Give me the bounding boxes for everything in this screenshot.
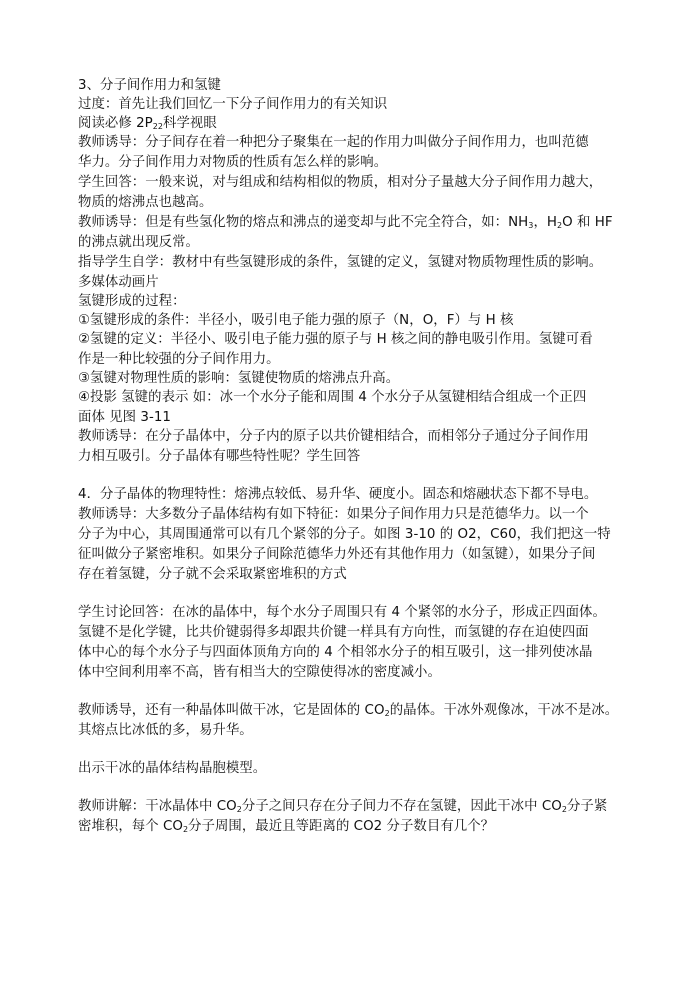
teacher-prompt-5-post: 的晶体。干冰外观像冰，干冰不是冰。: [389, 703, 619, 718]
spacer: [78, 779, 634, 797]
student-answer-1-line-2: 物质的熔沸点也越高。: [78, 195, 213, 210]
hydrogen-bond-process: 氢键形成的过程：: [78, 294, 186, 309]
teacher-prompt-2-mid: ，H: [533, 215, 557, 230]
teacher-prompt-5-line-2: 其熔点比冰低的多，易升华。: [78, 723, 253, 738]
student-answer-1-line-1: 学生回答：一般来说，对与组成和结构相似的物质，相对分子量越大分子间作用力越大，: [78, 175, 603, 190]
reading-line: [78, 114, 634, 133]
list-item-2-line-1: ②氢键的定义：半径小、吸引电子能力强的原子与 H 核之间的静电吸引作用。氢键可看: [78, 332, 593, 347]
teacher-prompt-5-line-1: [78, 701, 634, 721]
nh3-subscript: 3: [528, 221, 534, 230]
co2-subscript: 2: [384, 709, 390, 718]
list-item-4-line-1: ④投影 氢键的表示 如：冰一个水分子能和周围 4 个水分子从氢键相结合组成一个正四: [78, 390, 587, 405]
list-item-3: ③氢键对物理性质的影响：氢键使物质的熔沸点升高。: [78, 371, 400, 386]
student-discussion-line-2: 氢键不是化学键，比共价键弱得多却跟共价键一样具有方向性，而氢键的存在迫使四面: [78, 625, 589, 640]
section-3-heading: 3、分子间作用力和氢键: [78, 78, 221, 93]
teacher-prompt-5-pre: 教师诱导，还有一种晶体叫做干冰，它是固体的 CO: [78, 703, 385, 718]
section-4-heading: 4．分子晶体的物理特性：熔沸点较低、易升华、硬度小。固态和熔融状态下都不导电。: [78, 487, 598, 502]
teacher-prompt-4-line-3: 征叫做分子紧密堆积。如果分子间除范德华力外还有其他作用力（如氢键），如果分子间: [78, 547, 596, 562]
teacher-prompt-1-line-2: 华力。分子间作用力对物质的性质有怎么样的影响。: [78, 155, 388, 170]
teacher-prompt-2-line-1: [78, 213, 634, 233]
reading-post: 科学视眼: [163, 116, 217, 131]
teacher-prompt-3-line-2: 力相互吸引。分子晶体有哪些特性呢？学生回答: [78, 449, 361, 464]
lecture-2-b: 分子周围，最近且等距离的 CO2 分子数目有几个？: [188, 819, 495, 834]
co2-subscript-2: 2: [561, 805, 567, 814]
teacher-prompt-4-line-2: 分子为中心，其周围通常可以有几个紧邻的分子。如图 3-10 的 O2，C60，我们把这一特: [78, 527, 611, 542]
list-item-2-line-2: 作是一种比较强的分子间作用力。: [78, 352, 280, 367]
list-item-4-line-2: 面体 见图 3-11: [78, 410, 171, 425]
self-study-line-2: 多媒体动画片: [78, 275, 159, 290]
teacher-prompt-2-line-2: 的沸点就出现反常。: [78, 235, 199, 250]
lecture-1-a: 教师讲解：干冰晶体中 CO: [78, 799, 237, 814]
reading-pre: 阅读必修 2P: [78, 116, 153, 131]
lecture-1-c: 分子紧: [566, 799, 608, 814]
spacer: [78, 585, 634, 603]
spacer: [78, 467, 634, 485]
teacher-prompt-4-line-4: 存在着氢键，分子就不会采取紧密堆积的方式: [78, 567, 347, 582]
teacher-prompt-3-line-1: 教师诱导：在分子晶体中，分子内的原子以共价键相结合，而相邻分子通过分子间作用: [78, 429, 589, 444]
teacher-prompt-4-line-1: 教师诱导：大多数分子晶体结构有如下特征：如果分子间作用力只是范德华力。以一个: [78, 507, 589, 522]
teacher-prompt-2-pre: 教师诱导：但是有些氢化物的熔点和沸点的递变却与此不完全符合，如：NH: [78, 215, 529, 230]
show-model-line: 出示干冰的晶体结构晶胞模型。: [78, 761, 267, 776]
h2o-subscript: 2: [557, 221, 563, 230]
reading-sub: 22: [152, 122, 164, 131]
co2-subscript-1: 2: [236, 805, 242, 814]
transition-line: 过度：首先让我们回忆一下分子间作用力的有关知识: [78, 97, 388, 112]
student-discussion-line-4: 体中空间利用率不高，皆有相当大的空隙使得冰的密度减小。: [78, 665, 441, 680]
spacer: [78, 683, 634, 701]
spacer: [78, 741, 634, 759]
lecture-2-a: 密堆积，每个 CO: [78, 819, 183, 834]
teacher-prompt-1-line-1: 教师诱导：分子间存在着一种把分子聚集在一起的作用力叫做分子间作用力，也叫范德: [78, 135, 589, 150]
co2-subscript-3: 2: [182, 825, 189, 834]
lecture-line-1: [78, 797, 634, 817]
document-page: [78, 76, 634, 837]
lecture-line-2: [78, 817, 634, 837]
self-study-line-1: 指导学生自学：教材中有些氢键形成的条件，氢键的定义，氢键对物质物理性质的影响。: [78, 255, 603, 270]
student-discussion-line-3: 体中心的每个水分子与四面体顶角方向的 4 个相邻水分子的相互吸引，这一排列使冰晶: [78, 645, 593, 660]
student-discussion-line-1: 学生讨论回答：在冰的晶体中，每个水分子周围只有 4 个紧邻的水分子，形成正四面体。: [78, 605, 606, 620]
teacher-prompt-2-post: O 和 HF: [562, 215, 613, 230]
lecture-1-b: 分子之间只存在分子间力不存在氢键，因此干冰中 CO: [241, 799, 562, 814]
list-item-1: ①氢键形成的条件：半径小，吸引电子能力强的原子（N，O，F）与 H 核: [78, 313, 514, 328]
